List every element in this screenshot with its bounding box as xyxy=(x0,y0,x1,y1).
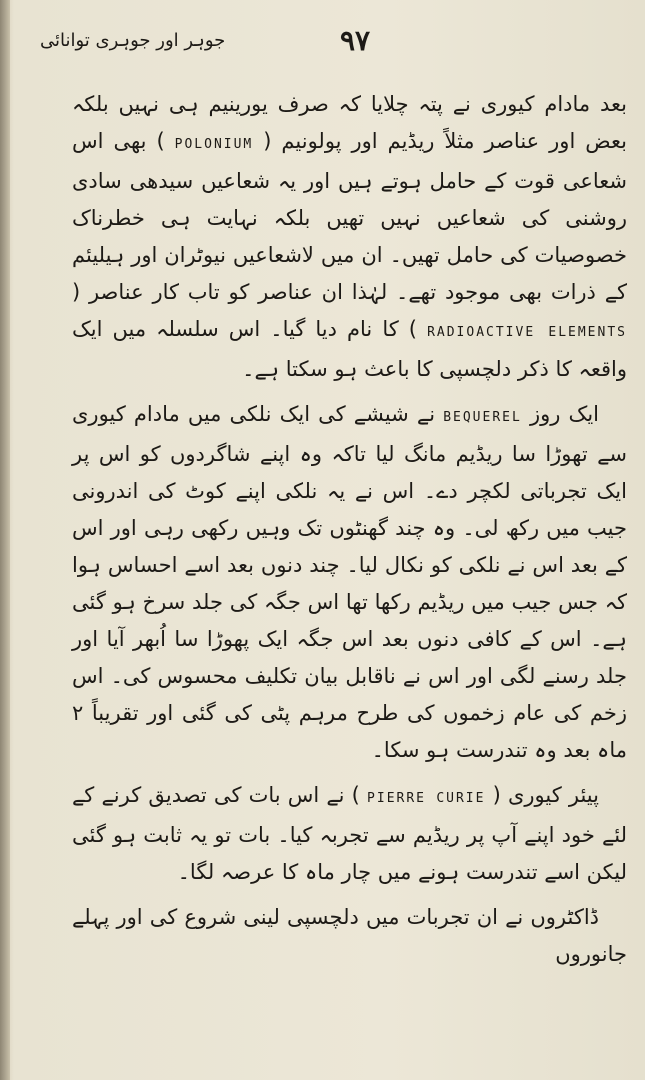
paragraph-4 xyxy=(72,899,627,973)
paragraph-3-latin-pierre-curie: PIERRE CURIE xyxy=(367,791,486,806)
page-header xyxy=(40,22,605,62)
paragraph-2-latin-bequerel: BEQUEREL xyxy=(443,410,522,425)
paragraph-2-text-b: نے شیشے کی ایک نلکی میں مادام کیوری سے تھوڑا سا ریڈیم مانگ لیا تاکہ وہ اپنے شاگردوں کو اس پر ایک تجرباتی لکچر دے۔ اس نے یہ نلکی اپنے کوٹ کی اندرونی جیب میں رکھ لی۔ وہ چند گھنٹوں تک وہیں رکھی رہی اور اس کے بعد اس نے نلکی کو نکال لیا۔ چند دنوں بعد اسے احساس ہوا کہ جس جیب میں ریڈیم رکھا تھا اس جگہ کی جلد سرخ ہو گئی ہے۔ اس کے کافی دنوں بعد اس جگہ ایک پھوڑا سا اُبھر آیا اور جلد رسنے لگی اور اس نے ناقابل بیان تکلیف محسوس کی۔ اس زخم کی عام زخموں کی طرح مرہم پٹی کی گئی اور تقریباً ۲ ماہ بعد وہ تندرست ہو سکا۔ xyxy=(72,402,627,762)
paragraph-4-text-a: ڈاکٹروں نے ان تجربات میں دلچسپی لینی شروع کی اور پہلے جانوروں xyxy=(72,905,627,966)
paragraph-1 xyxy=(72,86,627,388)
running-title: جوہر اور جوہری توانائی xyxy=(40,30,226,51)
body-text xyxy=(72,86,627,981)
paragraph-2 xyxy=(72,396,627,769)
page-gutter-shadow xyxy=(0,0,10,1080)
paragraph-3-text-b: ) نے اس بات کی تصدیق کرنے کے لئے خود اپنے آپ پر ریڈیم سے تجربہ کیا۔ بات تو یہ ثابت ہو گئی لیکن اسے تندرست ہونے میں چار ماہ کا عرصہ لگا۔ xyxy=(72,783,627,884)
paragraph-1-text-a: بعد مادام کیوری نے پتہ چلایا کہ صرف یورینیم ہی نہیں بلکہ بعض اور عناصر مثلاً ریڈیم اور پولونیم ( xyxy=(72,92,627,153)
paragraph-1-latin-radioactive: RADIOACTIVE ELEMENTS xyxy=(427,325,627,340)
paragraph-3-text-a: پیئر کیوری ( xyxy=(492,783,599,807)
paragraph-1-latin-polonium: POLONIUM xyxy=(174,137,254,152)
paragraph-1-text-c: ) کا نام دیا گیا۔ اس سلسلہ میں ایک واقعہ کا ذکر دلچسپی کا باعث ہو سکتا ہے۔ xyxy=(72,317,627,381)
paragraph-3 xyxy=(72,777,627,891)
paragraph-1-text-b: ) بھی اس شعاعی قوت کے حامل ہوتے ہیں اور یہ شعاعیں سیدھی سادی روشنی کی شعاعیں نہیں تھیں بلکہ نہایت ہی خطرناک خصوصیات کی حامل تھیں۔ ان میں لاشعاعیں نیوٹران اور ہیلیئم کے ذرات بھی موجود تھے۔ لہٰذا ان عناصر کو تاب کار عناصر ( xyxy=(72,129,627,304)
page-number: ۹۷ xyxy=(340,24,371,57)
paragraph-2-text-a: ایک روز xyxy=(529,402,599,426)
